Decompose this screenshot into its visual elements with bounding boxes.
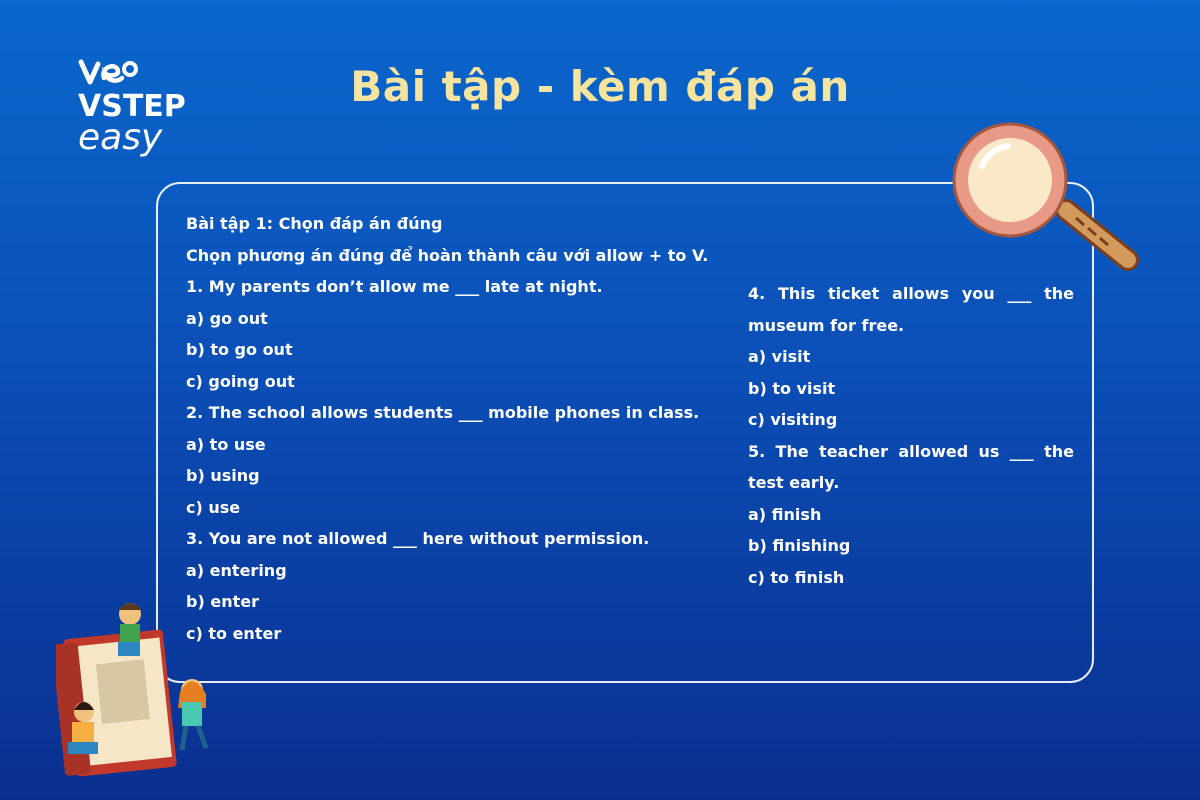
exercise-instruction: Chọn phương án đúng để hoàn thành câu với allow + to V.: [186, 245, 709, 265]
question-5-stem-line-1: 5. The teacher allowed us ___ the: [748, 441, 1074, 461]
page-title: Bài tập - kèm đáp án: [350, 62, 850, 111]
exercise-heading: Bài tập 1: Chọn đáp án đúng: [186, 214, 443, 233]
question-3-stem: 3. You are not allowed ___ here without permission.: [186, 529, 650, 548]
question-4-option-a: a) visit: [748, 347, 811, 366]
question-4-option-c: c) visiting: [748, 410, 838, 429]
question-2-stem: 2. The school allows students ___ mobile phones in class.: [186, 403, 700, 422]
logo-text-vstep: VSTEP: [78, 89, 186, 124]
question-3-option-b: b) enter: [186, 592, 259, 611]
question-4-option-b: b) to visit: [748, 378, 836, 398]
logo-text-easy: easy: [78, 117, 163, 158]
question-2-option-c: c) use: [186, 497, 241, 517]
question-5-stem-line-2: test early.: [748, 473, 840, 492]
magnifying-glass-icon: [948, 118, 1148, 278]
question-5-option-b: b) finishing: [748, 536, 851, 555]
question-5-option-a: a) finish: [748, 504, 822, 524]
question-4-stem-line-2: museum for free.: [748, 315, 905, 335]
question-1-stem: 1. My parents don’t allow me ___ late at night.: [186, 277, 603, 296]
question-5-option-c: c) to finish: [748, 567, 845, 587]
question-1-option-a: a) go out: [186, 308, 268, 328]
question-4-stem-line-1: 4. This ticket allows you ___ the: [748, 284, 1074, 303]
question-3-option-c: c) to enter: [186, 623, 282, 643]
question-2-option-a: a) to use: [186, 434, 266, 454]
question-1-option-b: b) to go out: [186, 340, 293, 359]
exercise-right-column: [748, 278, 1074, 593]
question-2-option-b: b) using: [186, 466, 260, 485]
question-1-option-c: c) going out: [186, 371, 295, 391]
question-3-option-a: a) entering: [186, 560, 287, 580]
exercise-left-column: [186, 208, 726, 649]
